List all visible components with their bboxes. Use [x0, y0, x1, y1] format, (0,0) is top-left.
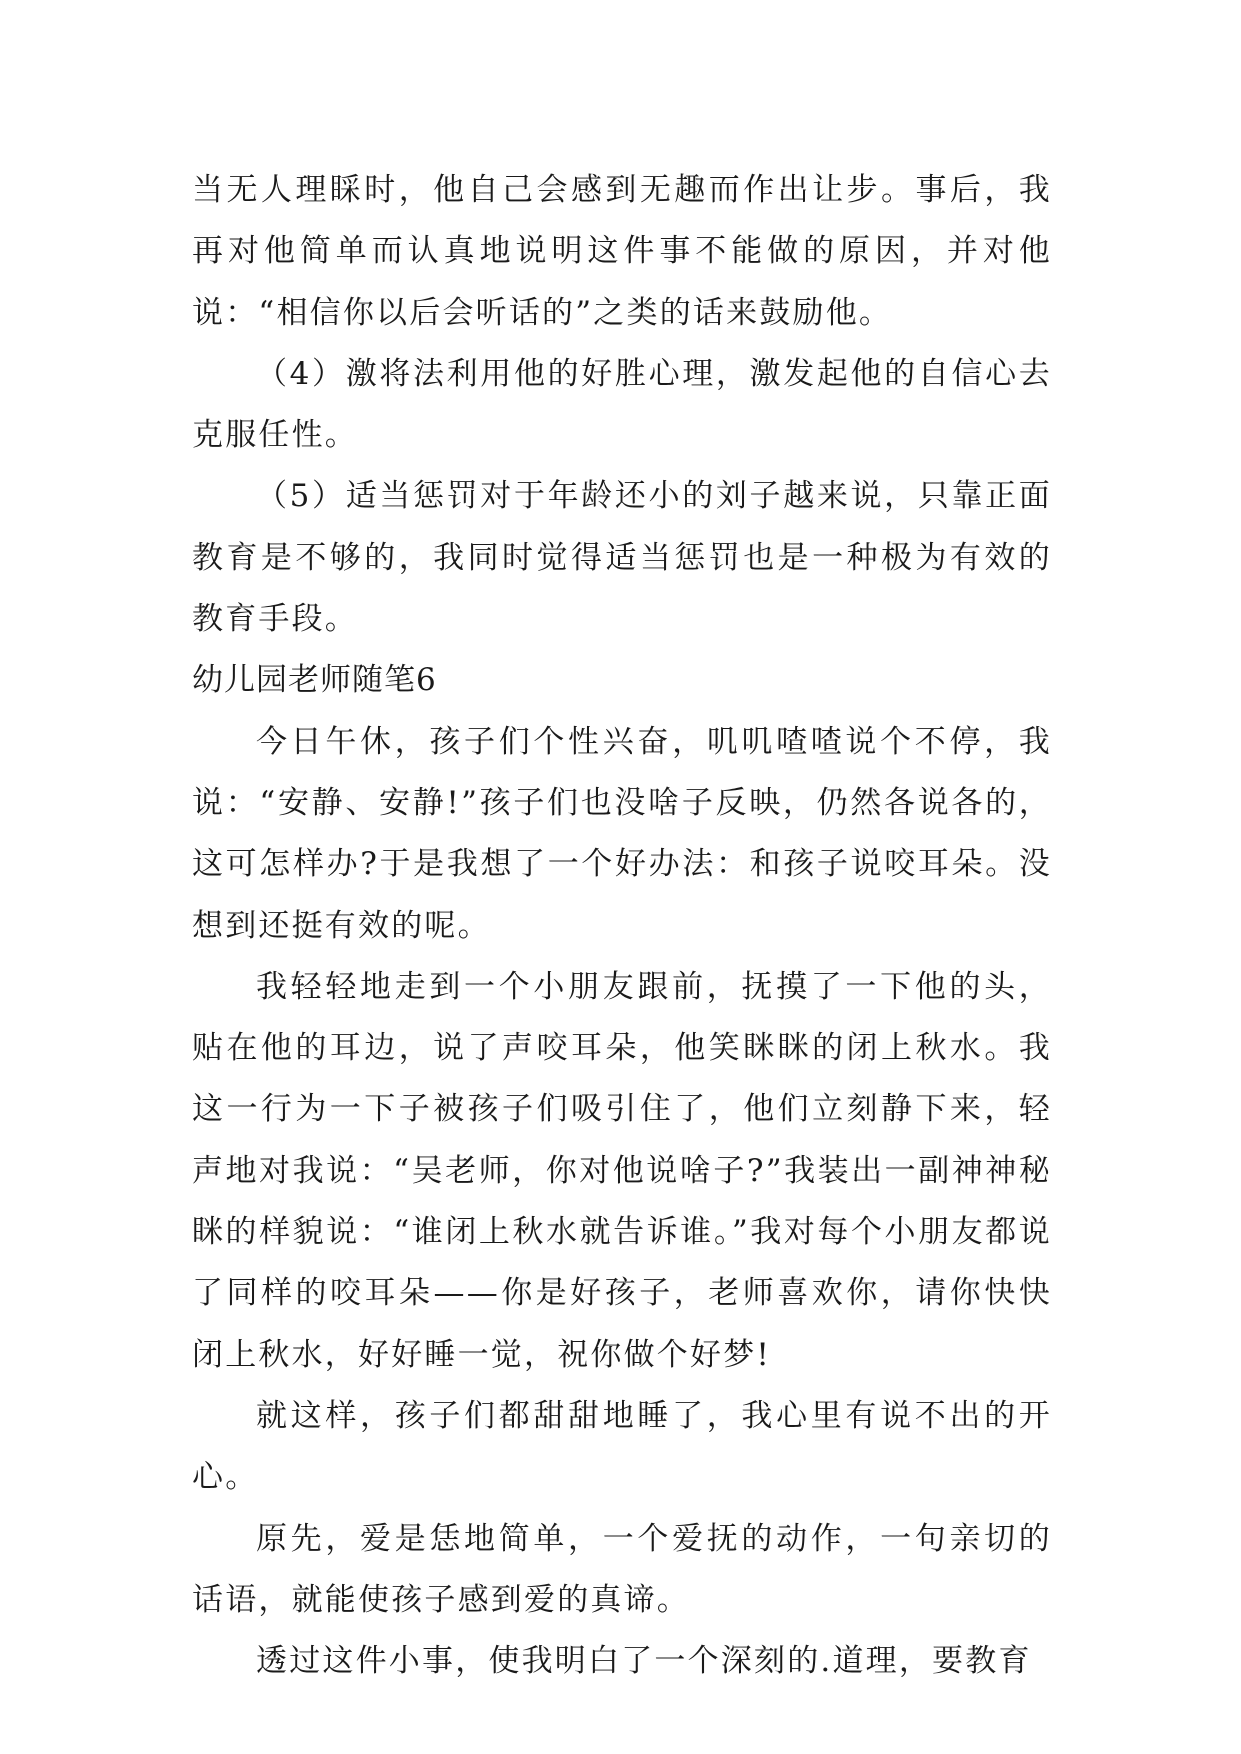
paragraph: 就这样，孩子们都甜甜地睡了，我心里有说不出的开心。: [192, 1397, 1052, 1496]
paragraph: 当无人理睬时，他自己会感到无趣而作出让步。事后，我再对他简单而认真地说明这件事不能做的原因，并对他说：“相信你以后会听话的”之类的话来鼓励他。: [192, 172, 1052, 331]
paragraph: 透过这件小事，使我明白了一个深刻的.道理，要教育: [256, 1643, 1032, 1680]
paragraph: 我轻轻地走到一个小朋友跟前，抚摸了一下他的头，贴在他的耳边，说了声咬耳朵，他笑眯眯的闭上秋水。我这一行为一下子被孩子们吸引住了，他们立刻静下来，轻声地对我说：“吴老师，你对他说啥子?”我装出一副神神秘眯的样貌说：“谁闭上秋水就告诉谁。”我对每个小朋友都说了同样的咬耳朵——你是好孩子，老师喜欢你，请你快快闭上秋水，好好睡一觉，祝你做个好梦!: [192, 968, 1052, 1373]
document-body: [192, 160, 1052, 1692]
paragraph: 今日午休，孩子们个性兴奋，叽叽喳喳说个不停，我说：“安静、安静!”孩子们也没啥子反映，仍然各说各的，这可怎样办?于是我想了一个好办法：和孩子说咬耳朵。没想到还挺有效的呢。: [192, 723, 1052, 944]
paragraph: （5）适当惩罚对于年龄还小的刘子越来说，只靠正面教育是不够的，我同时觉得适当惩罚也是一种极为有效的教育手段。: [192, 478, 1052, 638]
section-heading: 幼儿园老师随笔6: [192, 662, 437, 699]
paragraph: （4）激将法利用他的好胜心理，激发起他的自信心去克服任性。: [192, 355, 1052, 454]
paragraph: 原先，爱是恁地简单，一个爱抚的动作，一句亲切的话语，就能使孩子感到爱的真谛。: [192, 1520, 1052, 1618]
